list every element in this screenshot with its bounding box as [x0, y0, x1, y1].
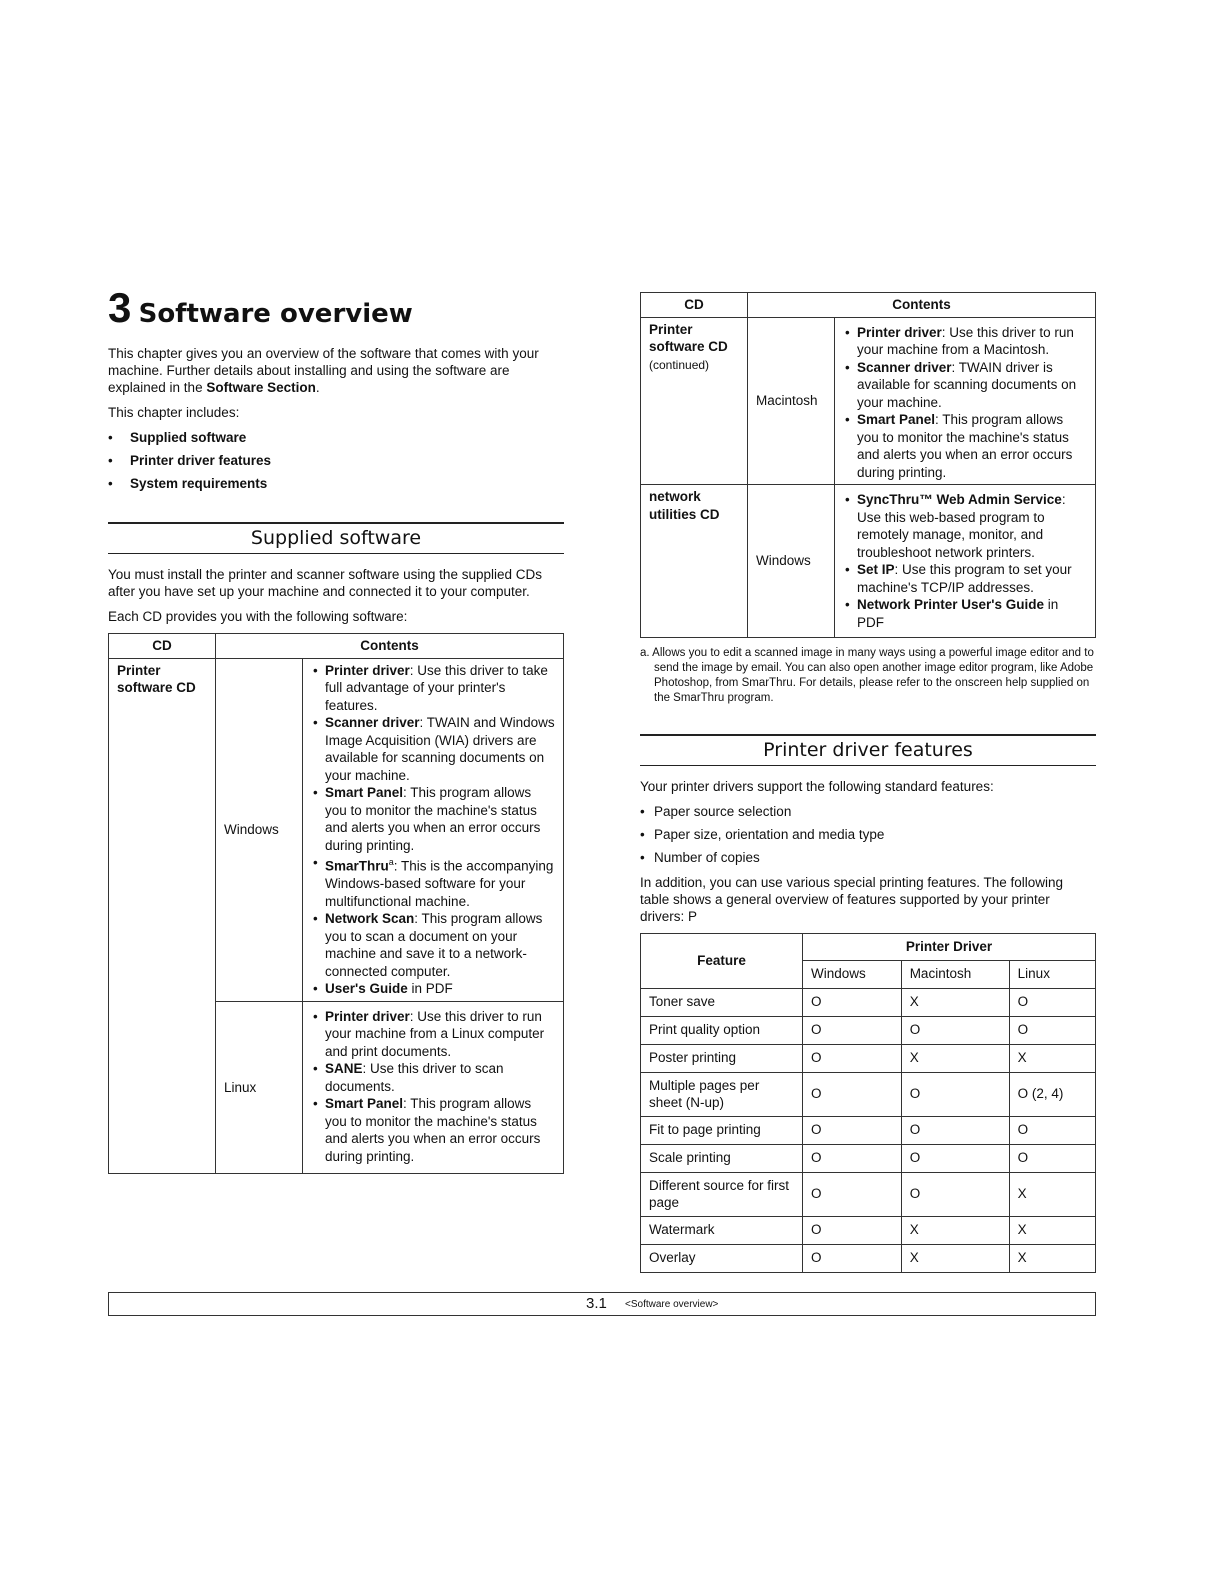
- support-value: O: [803, 1244, 902, 1272]
- feature-name: Watermark: [641, 1216, 803, 1244]
- table-row: [109, 658, 564, 1001]
- table-row: [641, 485, 1096, 638]
- os-windows: Windows: [748, 485, 835, 638]
- support-value: X: [1009, 1044, 1095, 1072]
- toc-item: • System requirements: [108, 475, 564, 492]
- toc-item: • Supplied software: [108, 429, 564, 446]
- os-windows: Windows: [216, 658, 303, 1001]
- driver-paragraph: Your printer drivers support the following standard features:: [640, 779, 994, 794]
- feature-table-body: [641, 988, 1096, 1272]
- support-value: O: [803, 1216, 902, 1244]
- contents-cell: [835, 317, 1096, 485]
- support-value: O: [1009, 1016, 1095, 1044]
- support-value: O: [901, 1172, 1009, 1216]
- list-item: • Smart Panel: This program allows you to monitor the machine's status and alerts you when an error occurs during printing.: [311, 1095, 555, 1165]
- supplied-software-table: [108, 633, 564, 1174]
- support-value: O: [803, 988, 902, 1016]
- table-row: [641, 1044, 1096, 1072]
- list-item: • Set IP: Use this program to set your machine's TCP/IP addresses.: [843, 561, 1087, 596]
- list-item: • SANE: Use this driver to scan documents.: [311, 1060, 555, 1095]
- section-heading-driver: Printer driver features: [640, 734, 1096, 766]
- chapter-title: [108, 285, 564, 331]
- cd-name: Printer software CD: [109, 658, 216, 1174]
- chapter-title-text: Software overview: [138, 299, 413, 329]
- col-header-windows: Windows: [803, 960, 902, 988]
- supplied-software-table-continued: [640, 292, 1096, 638]
- left-column: [108, 285, 564, 1174]
- support-value: O: [901, 1144, 1009, 1172]
- table-row: [641, 1072, 1096, 1116]
- feature-name: Overlay: [641, 1244, 803, 1272]
- table-row: [641, 1116, 1096, 1144]
- table-header-row: [641, 934, 1096, 961]
- cd-name: Printer software CD (continued): [641, 317, 748, 485]
- section-heading-supplied: Supplied software: [108, 522, 564, 554]
- list-item: • Network Printer User's Guide in PDF: [843, 596, 1087, 631]
- list-item: • Smart Panel: This program allows you to monitor the machine's status and alerts you when an error occurs during printing.: [311, 784, 555, 854]
- support-value: O: [1009, 1116, 1095, 1144]
- support-value: O: [901, 1016, 1009, 1044]
- col-header-printer-driver: Printer Driver: [803, 934, 1096, 961]
- col-header-contents: Contents: [748, 293, 1096, 318]
- list-item: • Scanner driver: TWAIN driver is available for scanning documents on your machine.: [843, 359, 1087, 412]
- col-header-feature: Feature: [641, 934, 803, 989]
- support-value: O: [1009, 1144, 1095, 1172]
- support-value: O: [901, 1116, 1009, 1144]
- list-item: • Smart Panel: This program allows you to monitor the machine's status and alerts you when an error occurs during printing.: [843, 411, 1087, 481]
- intro-includes: This chapter includes:: [108, 405, 240, 421]
- support-value: O: [803, 1072, 902, 1116]
- col-header-cd: CD: [641, 293, 748, 318]
- table-row: [641, 1144, 1096, 1172]
- contents-cell: [303, 1001, 564, 1174]
- os-linux: Linux: [216, 1001, 303, 1174]
- col-header-linux: Linux: [1009, 960, 1095, 988]
- list-item: • Printer driver: Use this driver to take full advantage of your printer's features.: [311, 662, 555, 715]
- feature-table: [640, 933, 1096, 1273]
- table-row: [641, 1016, 1096, 1044]
- support-value: O: [803, 1172, 902, 1216]
- footnote: a. Allows you to edit a scanned image in many ways using a powerful image editor and to send the image by email. You can also open another image editor program, like Adobe Photoshop, from SmarThru. For details, please refer to the onscreen help supplied on the SmarThru program.: [640, 647, 1094, 704]
- standard-features-list: [640, 803, 1096, 866]
- list-item: • SyncThru™ Web Admin Service: Use this web-based program to remotely manage, monitor, and troubleshoot network printers.: [843, 491, 1087, 561]
- support-value: X: [1009, 1244, 1095, 1272]
- driver-paragraph-2: In addition, you can use various special printing features. The following table shows a general overview of features supported by your printer drivers: P: [640, 875, 1064, 924]
- feature-name: Multiple pages per sheet (N-up): [641, 1072, 803, 1116]
- col-header-cd: CD: [109, 634, 216, 659]
- table-row: [641, 988, 1096, 1016]
- page-label: <Software overview>: [625, 1299, 719, 1310]
- list-item: • Network Scan: This program allows you to scan a document on your machine and save it to a network-connected computer.: [311, 910, 555, 980]
- list-item: • Printer driver: Use this driver to run your machine from a Macintosh.: [843, 324, 1087, 359]
- list-item: • Printer driver: Use this driver to run your machine from a Linux computer and print documents.: [311, 1008, 555, 1061]
- feature-name: Print quality option: [641, 1016, 803, 1044]
- support-value: X: [1009, 1216, 1095, 1244]
- cd-name: network utilities CD: [641, 485, 748, 638]
- list-item: • Paper size, orientation and media type: [640, 826, 1096, 843]
- support-value: X: [901, 1044, 1009, 1072]
- contents-cell: [303, 658, 564, 1001]
- os-macintosh: Macintosh: [748, 317, 835, 485]
- feature-name: Different source for first page: [641, 1172, 803, 1216]
- col-header-contents: Contents: [216, 634, 564, 659]
- list-item: • Paper source selection: [640, 803, 1096, 820]
- feature-name: Fit to page printing: [641, 1116, 803, 1144]
- feature-name: Scale printing: [641, 1144, 803, 1172]
- support-value: X: [1009, 1172, 1095, 1216]
- list-item: • User's Guide in PDF: [311, 980, 555, 998]
- table-row: [641, 1172, 1096, 1216]
- list-item: • SmarThru$^a$: This is the accompanying Windows-based software for your multifunctional machine.: [311, 854, 555, 910]
- support-value: X: [901, 988, 1009, 1016]
- support-value: X: [901, 1216, 1009, 1244]
- support-value: O: [1009, 988, 1095, 1016]
- intro-paragraph: This chapter gives you an overview of the software that comes with your machine. Further details about installing and using the software are explained in the Software Section.: [108, 346, 539, 396]
- supplied-paragraph-2: Each CD provides you with the following software:: [108, 609, 408, 625]
- toc-item: • Printer driver features: [108, 452, 564, 469]
- table-row: [641, 317, 1096, 485]
- table-row: [641, 1244, 1096, 1272]
- support-value: X: [901, 1244, 1009, 1272]
- support-value: O (2, 4): [1009, 1072, 1095, 1116]
- col-header-macintosh: Macintosh: [901, 960, 1009, 988]
- contents-cell: [835, 485, 1096, 638]
- list-item: • Number of copies: [640, 849, 1096, 866]
- support-value: O: [803, 1144, 902, 1172]
- chapter-number: 3: [108, 284, 132, 331]
- table-row: [641, 1216, 1096, 1244]
- support-value: O: [803, 1116, 902, 1144]
- feature-name: Toner save: [641, 988, 803, 1016]
- feature-name: Poster printing: [641, 1044, 803, 1072]
- table-header-row: [641, 293, 1096, 318]
- right-column: [640, 292, 1096, 1273]
- support-value: O: [803, 1044, 902, 1072]
- support-value: O: [803, 1016, 902, 1044]
- supplied-paragraph: You must install the printer and scanner software using the supplied CDs after you have set up your machine and connected it to your computer.: [108, 567, 542, 600]
- list-item: • Scanner driver: TWAIN and Windows Image Acquisition (WIA) drivers are available for scanning documents on your machine.: [311, 714, 555, 784]
- table-header-row: [109, 634, 564, 659]
- page-number: 3.1: [586, 1295, 607, 1312]
- chapter-toc: [108, 429, 564, 492]
- support-value: O: [901, 1072, 1009, 1116]
